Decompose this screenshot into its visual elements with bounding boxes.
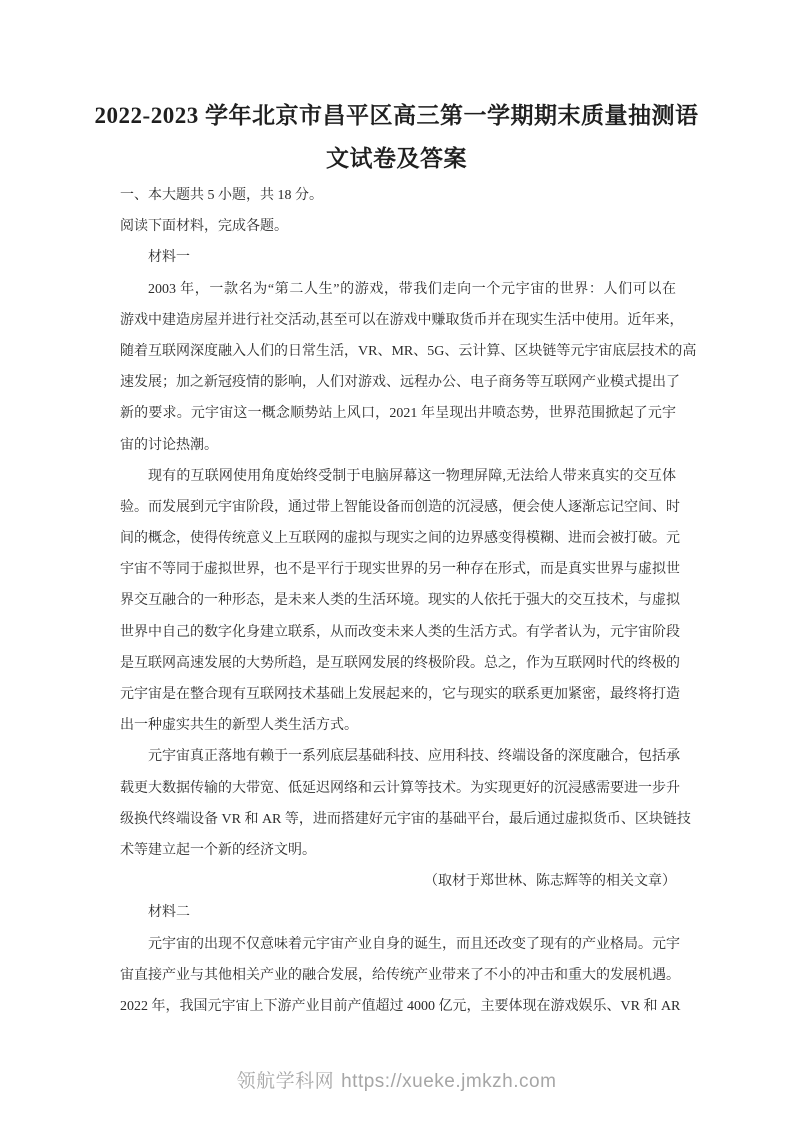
document-title-line-1: 2022-2023 学年北京市昌平区高三第一学期期末质量抽测语 (94, 103, 699, 128)
text-line: 宇宙不等同于虚拟世界，也不是平行于现实世界的另一种存在形式，而是真实世界与虚拟世 (120, 562, 680, 578)
material-two-label: 材料二 (148, 905, 190, 921)
text-line: 2003 年，一款名为“第二人生”的游戏，带我们走向一个元宇宙的世界：人们可以在 (148, 281, 676, 297)
text-line: 世界中自己的数字化身建立联系，从而改变未来人类的生活方式。有学者认为，元宇宙阶段 (120, 624, 680, 640)
section-header: 一、本大题共 5 小题，共 18 分。 (120, 188, 323, 203)
document-body (120, 180, 697, 1022)
source-attribution: （取材于郑世林、陈志辉等的相关文章） (424, 874, 676, 890)
text-line: 级换代终端设备 VR 和 AR 等，进而搭建好元宇宙的基础平台，最后通过虚拟货币、区块链技 (120, 811, 691, 827)
text-line: 2022 年，我国元宇宙上下游产业目前产值超过 4000 亿元，主要体现在游戏娱乐、VR 和 AR (120, 998, 681, 1014)
text-line: 界交互融合的一种形态，是未来人类的生活环境。现实的人依托于强大的交互技术，与虚拟 (120, 593, 680, 609)
text-line: 元宇宙的出现不仅意味着元宇宙产业自身的诞生，而且还改变了现有的产业格局。元宇 (148, 936, 680, 952)
text-line: 术等建立起一个新的经济文明。 (120, 842, 316, 858)
text-line: 出一种虚实共生的新型人类生活方式。 (120, 718, 358, 734)
text-line: 验。而发展到元宇宙阶段，通过带上智能设备而创造的沉浸感，便会使人逐渐忘记空间、时 (120, 499, 680, 515)
text-line: 元宇宙真正落地有赖于一系列底层基础科技、应用科技、终端设备的深度融合，包括承 (148, 749, 680, 765)
watermark-url: https://xueke.jmkzh.com (341, 1071, 557, 1092)
instruction-line: 阅读下面材料，完成各题。 (120, 219, 288, 235)
text-line: 速发展；加之新冠疫情的影响，人们对游戏、远程办公、电子商务等互联网产业模式提出了 (120, 375, 680, 391)
text-line: 宙直接产业与其他相关产业的融合发展，给传统产业带来了不小的冲击和重大的发展机遇。 (120, 967, 680, 983)
text-line: 现有的互联网使用角度始终受制于电脑屏幕这一物理屏障,无法给人带来真实的交互体 (148, 468, 676, 484)
text-line: 游戏中建造房屋并进行社交活动,甚至可以在游戏中赚取货币并在现实生活中使用。近年来， (120, 312, 684, 328)
text-line: 间的概念，使得传统意义上互联网的虚拟与现实之间的边界感变得模糊、进而会被打破。元 (120, 531, 680, 547)
text-line: 载更大数据传输的大带宽、低延迟网络和云计算等技术。为实现更好的沉浸感需要进一步升 (120, 780, 680, 796)
document-title-line-2: 文试卷及答案 (326, 146, 467, 171)
text-line: 随着互联网深度融入人们的日常生活，VR、MR、5G、云计算、区块链等元宇宙底层技术的高 (120, 343, 697, 359)
document-title (58, 94, 735, 180)
text-line: 是互联网高速发展的大势所趋，是互联网发展的终极阶段。总之，作为互联网时代的终极的 (120, 655, 680, 671)
watermark-footer (0, 1066, 793, 1093)
watermark-site-name: 领航学科网 (236, 1071, 335, 1092)
text-line: 新的要求。元宇宙这一概念顺势站上风口，2021 年呈现出井喷态势，世界范围掀起了元宇 (120, 406, 676, 422)
material-one-label: 材料一 (148, 250, 190, 266)
text-line: 宙的讨论热潮。 (120, 437, 218, 453)
text-line: 元宇宙是在整合现有互联网技术基础上发展起来的，它与现实的联系更加紧密，最终将打造 (120, 687, 680, 702)
